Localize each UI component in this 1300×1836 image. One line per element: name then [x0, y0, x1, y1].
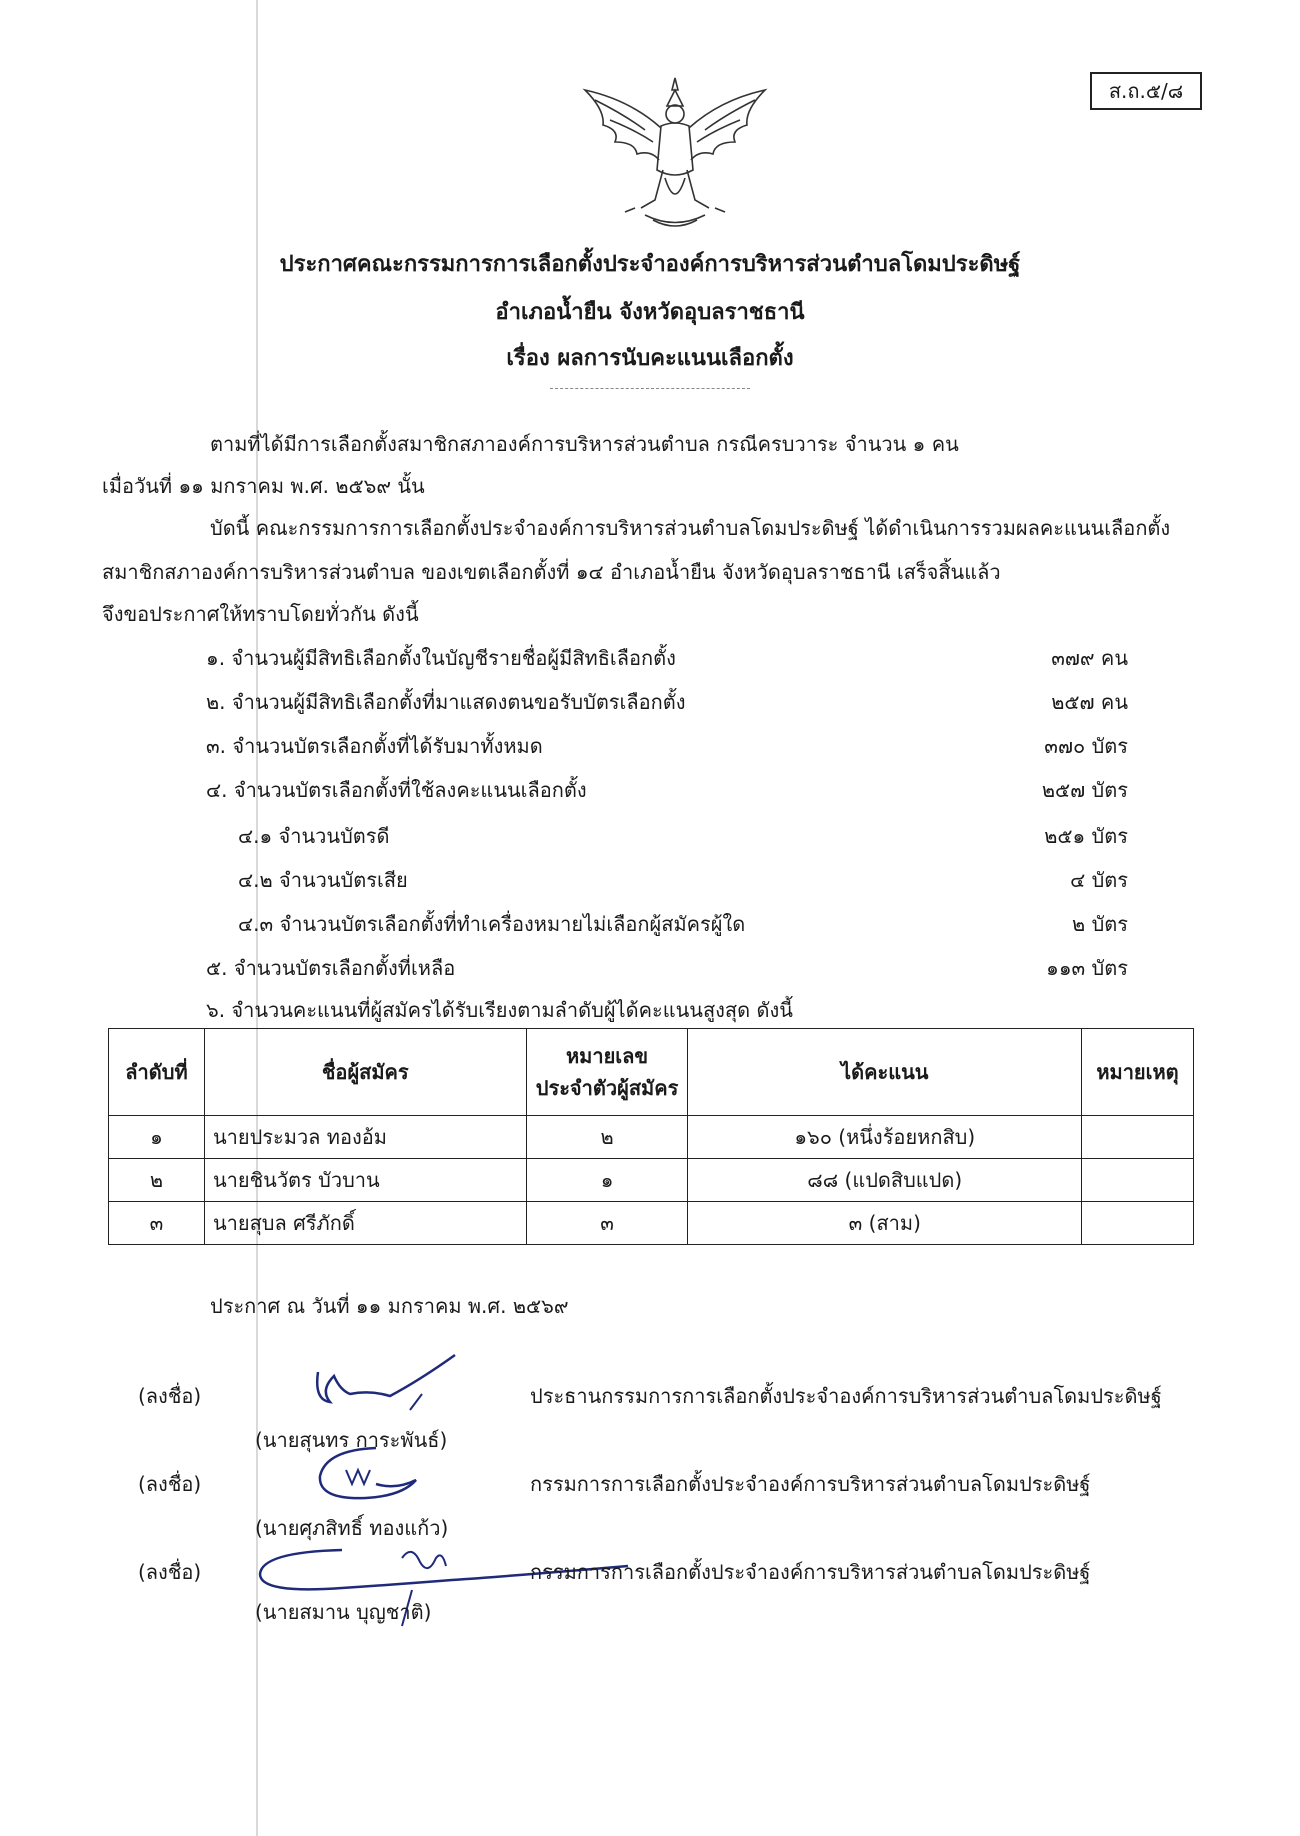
signature-2-mark-icon — [306, 1440, 436, 1510]
table-header-row — [109, 1029, 1194, 1116]
item-4-3-label: ๔.๓ จำนวนบัตรเลือกตั้งที่ทำเครื่องหมายไม่เลือกผู้สมัครผู้ใด — [238, 912, 746, 936]
signature-3-title: กรรมการการเลือกตั้งประจำองค์การบริหารส่วนตำบลโดมประดิษฐ์ — [530, 1560, 1091, 1584]
cell-rank: ๓ — [109, 1202, 205, 1245]
cell-candidate-number: ๑ — [526, 1159, 688, 1202]
cell-score: ๓ (สาม) — [688, 1202, 1082, 1245]
paragraph-2-line-1: บัดนี้ คณะกรรมการการเลือกตั้งประจำองค์การบริหารส่วนตำบลโดมประดิษฐ์ ได้ดำเนินการรวมผลคะแนนเลือกตั้ง — [210, 516, 1171, 540]
item-5-label: ๕. จำนวนบัตรเลือกตั้งที่เหลือ — [206, 956, 456, 980]
item-4-2-value: ๔ บัตร — [1070, 868, 1128, 892]
item-4-label: ๔. จำนวนบัตรเลือกตั้งที่ใช้ลงคะแนนเลือกตั้ง — [206, 778, 587, 802]
header-number-line-1: หมายเลข — [565, 1044, 649, 1068]
item-6-label: ๖. จำนวนคะแนนที่ผู้สมัครได้รับเรียงตามลำดับผู้ได้คะแนนสูงสุด ดังนี้ — [206, 998, 793, 1022]
paragraph-1-line-1: ตามที่ได้มีการเลือกตั้งสมาชิกสภาองค์การบริหารส่วนตำบล กรณีครบวาระ จำนวน ๑ คน — [210, 432, 959, 456]
item-2-label: ๒. จำนวนผู้มีสิทธิเลือกตั้งที่มาแสดงตนขอรับบัตรเลือกตั้ง — [206, 690, 686, 714]
signature-1-label: (ลงชื่อ) — [138, 1384, 202, 1408]
signature-2-title: กรรมการการเลือกตั้งประจำองค์การบริหารส่วนตำบลโดมประดิษฐ์ — [530, 1472, 1091, 1496]
table-row — [109, 1202, 1194, 1245]
cell-note — [1082, 1202, 1194, 1245]
cell-score: ๑๖๐ (หนึ่งร้อยหกสิบ) — [688, 1116, 1082, 1159]
header-line-2: อำเภอน้ำยืน จังหวัดอุบลราชธานี — [495, 300, 805, 325]
item-5-value: ๑๑๓ บัตร — [1046, 956, 1128, 980]
signature-2-name: (นายศุภสิทธิ์ ทองแก้ว) — [255, 1516, 449, 1540]
signature-1-name: (นายสุนทร การะพันธ์) — [255, 1428, 448, 1452]
signature-1-title: ประธานกรรมการการเลือกตั้งประจำองค์การบริหารส่วนตำบลโดมประดิษฐ์ — [530, 1384, 1162, 1408]
cell-rank: ๒ — [109, 1159, 205, 1202]
cell-rank: ๑ — [109, 1116, 205, 1159]
signature-1-mark-icon — [310, 1350, 460, 1420]
garuda-emblem-icon — [575, 70, 775, 235]
header-score: ได้คะแนน — [688, 1029, 1082, 1116]
signature-3-name: (นายสมาน บุญชาติ) — [255, 1600, 432, 1624]
item-4-2-label: ๔.๒ จำนวนบัตรเสีย — [238, 868, 408, 892]
header-line-3: เรื่อง ผลการนับคะแนนเลือกตั้ง — [506, 346, 794, 371]
header-divider — [550, 388, 750, 389]
signature-3-label: (ลงชื่อ) — [138, 1560, 202, 1584]
table-row — [109, 1159, 1194, 1202]
cell-note — [1082, 1159, 1194, 1202]
item-1-label: ๑. จำนวนผู้มีสิทธิเลือกตั้งในบัญชีรายชื่อผู้มีสิทธิเลือกตั้ง — [206, 646, 676, 670]
item-1-value: ๓๗๙ คน — [1051, 646, 1128, 670]
form-code-box: ส.ถ.๕/๘ — [1090, 72, 1202, 110]
header-candidate-number — [526, 1029, 688, 1116]
item-3-label: ๓. จำนวนบัตรเลือกตั้งที่ได้รับมาทั้งหมด — [206, 734, 543, 758]
header-rank: ลำดับที่ — [109, 1029, 205, 1116]
cell-candidate-name: นายชินวัตร บัวบาน — [204, 1159, 526, 1202]
header-line-1: ประกาศคณะกรรมการการเลือกตั้งประจำองค์การบริหารส่วนตำบลโดมประดิษฐ์ — [279, 252, 1021, 277]
header-candidate-name: ชื่อผู้สมัคร — [204, 1029, 526, 1116]
cell-candidate-number: ๓ — [526, 1202, 688, 1245]
item-4-1-value: ๒๕๑ บัตร — [1044, 824, 1128, 848]
results-table — [108, 1028, 1194, 1245]
item-4-value: ๒๕๗ บัตร — [1041, 778, 1128, 802]
item-3-value: ๓๗๐ บัตร — [1044, 734, 1128, 758]
item-2-value: ๒๕๗ คน — [1051, 690, 1128, 714]
cell-candidate-name: นายสุบล ศรีภักดิ์ — [204, 1202, 526, 1245]
item-4-1-label: ๔.๑ จำนวนบัตรดี — [238, 824, 390, 848]
paragraph-1-line-2: เมื่อวันที่ ๑๑ มกราคม พ.ศ. ๒๕๖๙ นั้น — [102, 474, 425, 498]
item-4-3-value: ๒ บัตร — [1072, 912, 1128, 936]
cell-note — [1082, 1116, 1194, 1159]
paragraph-2-line-3: จึงขอประกาศให้ทราบโดยทั่วกัน ดังนี้ — [102, 602, 419, 626]
cell-candidate-name: นายประมวล ทองอ้ม — [204, 1116, 526, 1159]
table-row — [109, 1116, 1194, 1159]
announcement-date: ประกาศ ณ วันที่ ๑๑ มกราคม พ.ศ. ๒๕๖๙ — [210, 1294, 569, 1318]
cell-score: ๘๘ (แปดสิบแปด) — [688, 1159, 1082, 1202]
header-note: หมายเหตุ — [1082, 1029, 1194, 1116]
paragraph-2-line-2: สมาชิกสภาองค์การบริหารส่วนตำบล ของเขตเลือกตั้งที่ ๑๔ อำเภอน้ำยืน จังหวัดอุบลราชธานี เสร็จสิ้นแล้ว — [102, 560, 1001, 584]
signature-2-label: (ลงชื่อ) — [138, 1472, 202, 1496]
cell-candidate-number: ๒ — [526, 1116, 688, 1159]
header-number-line-2: ประจำตัวผู้สมัคร — [535, 1076, 679, 1100]
